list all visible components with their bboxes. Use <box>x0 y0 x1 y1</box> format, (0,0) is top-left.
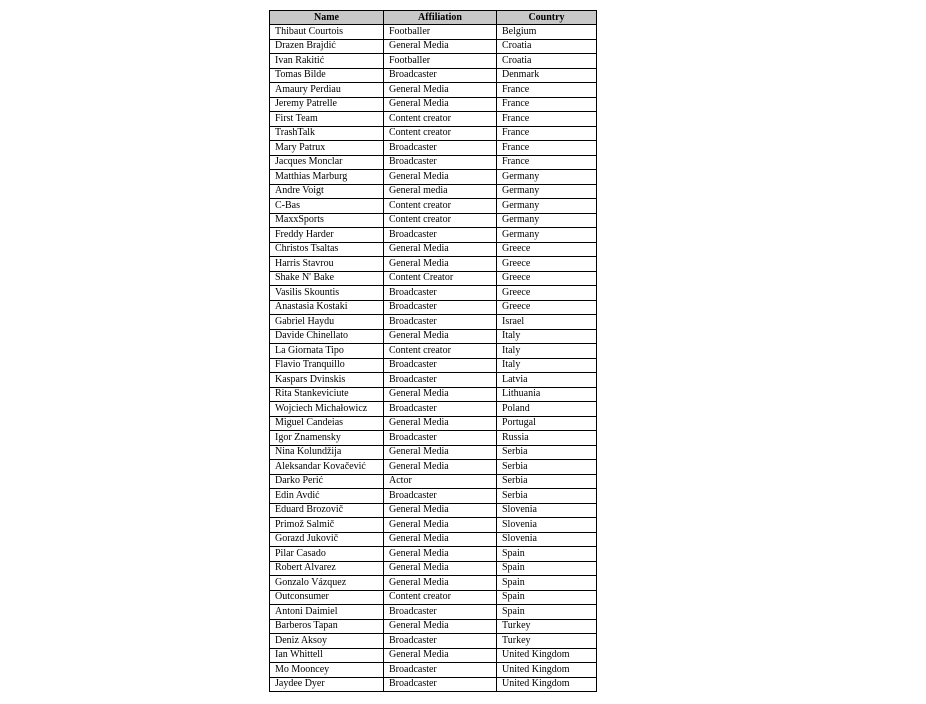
country-cell: Serbia <box>497 489 597 504</box>
country-cell: United Kingdom <box>497 677 597 692</box>
table-row <box>270 677 597 692</box>
name-cell: Gabriel Haydu <box>270 315 384 330</box>
name-cell: Thibaut Courtois <box>270 25 384 40</box>
name-cell: Mo Mooncey <box>270 663 384 678</box>
table-row <box>270 315 597 330</box>
affiliation-cell: Content creator <box>384 126 497 141</box>
name-cell: Gonzalo Vázquez <box>270 576 384 591</box>
country-cell: Belgium <box>497 25 597 40</box>
name-cell: Igor Znamensky <box>270 431 384 446</box>
name-cell: C-Bas <box>270 199 384 214</box>
table-row <box>270 97 597 112</box>
table-row <box>270 112 597 127</box>
name-cell: Flavio Tranquillo <box>270 358 384 373</box>
country-cell: Serbia <box>497 445 597 460</box>
name-cell: Eduard Brozovič <box>270 503 384 518</box>
table-row <box>270 199 597 214</box>
name-cell: Mary Patrux <box>270 141 384 156</box>
table-row <box>270 648 597 663</box>
affiliation-cell: General Media <box>384 547 497 562</box>
table-row <box>270 605 597 620</box>
name-cell: Aleksandar Kovačević <box>270 460 384 475</box>
country-cell: Italy <box>497 344 597 359</box>
name-cell: Outconsumer <box>270 590 384 605</box>
table-row <box>270 387 597 402</box>
country-cell: Turkey <box>497 634 597 649</box>
country-cell: France <box>497 112 597 127</box>
name-cell: Kaspars Dvinskis <box>270 373 384 388</box>
affiliation-cell: General Media <box>384 460 497 475</box>
table-body <box>270 25 597 692</box>
affiliation-cell: General Media <box>384 242 497 257</box>
name-cell: Jeremy Patrelle <box>270 97 384 112</box>
roster-table <box>269 10 597 692</box>
table-row <box>270 402 597 417</box>
affiliation-cell: Broadcaster <box>384 228 497 243</box>
country-cell: Turkey <box>497 619 597 634</box>
affiliation-cell: Footballer <box>384 54 497 69</box>
table-row <box>270 257 597 272</box>
affiliation-cell: Content creator <box>384 344 497 359</box>
affiliation-cell: Broadcaster <box>384 605 497 620</box>
table-row <box>270 474 597 489</box>
name-cell: Nina Kolundžija <box>270 445 384 460</box>
table-row <box>270 532 597 547</box>
name-cell: La Giornata Tipo <box>270 344 384 359</box>
affiliation-cell: Content Creator <box>384 271 497 286</box>
table-row <box>270 228 597 243</box>
country-cell: Germany <box>497 184 597 199</box>
table-row <box>270 242 597 257</box>
name-cell: Pilar Casado <box>270 547 384 562</box>
country-cell: Spain <box>497 547 597 562</box>
name-cell: Freddy Harder <box>270 228 384 243</box>
name-cell: TrashTalk <box>270 126 384 141</box>
affiliation-cell: Broadcaster <box>384 155 497 170</box>
table-row <box>270 344 597 359</box>
affiliation-cell: General Media <box>384 445 497 460</box>
table-row <box>270 445 597 460</box>
affiliation-cell: General Media <box>384 576 497 591</box>
name-cell: Robert Alvarez <box>270 561 384 576</box>
affiliation-cell: General Media <box>384 416 497 431</box>
column-header-country: Country <box>497 11 597 25</box>
country-cell: Germany <box>497 213 597 228</box>
name-cell: Anastasia Kostaki <box>270 300 384 315</box>
table-row <box>270 489 597 504</box>
country-cell: Greece <box>497 242 597 257</box>
affiliation-cell: Broadcaster <box>384 489 497 504</box>
country-cell: Greece <box>497 286 597 301</box>
country-cell: Latvia <box>497 373 597 388</box>
country-cell: Spain <box>497 605 597 620</box>
affiliation-cell: General Media <box>384 518 497 533</box>
name-cell: Ivan Rakitić <box>270 54 384 69</box>
table-row <box>270 68 597 83</box>
country-cell: Spain <box>497 590 597 605</box>
affiliation-cell: Footballer <box>384 25 497 40</box>
affiliation-cell: Content creator <box>384 590 497 605</box>
name-cell: MaxxSports <box>270 213 384 228</box>
country-cell: Lithuania <box>497 387 597 402</box>
table-row <box>270 503 597 518</box>
table-row <box>270 213 597 228</box>
affiliation-cell: General Media <box>384 532 497 547</box>
table-row <box>270 25 597 40</box>
name-cell: Rita Stankeviciute <box>270 387 384 402</box>
affiliation-cell: Content creator <box>384 112 497 127</box>
country-cell: Slovenia <box>497 503 597 518</box>
name-cell: Miguel Candeias <box>270 416 384 431</box>
table-row <box>270 83 597 98</box>
name-cell: Primož Salmič <box>270 518 384 533</box>
country-cell: Croatia <box>497 39 597 54</box>
country-cell: Slovenia <box>497 532 597 547</box>
column-header-affiliation: Affiliation <box>384 11 497 25</box>
table-row <box>270 634 597 649</box>
affiliation-cell: Broadcaster <box>384 141 497 156</box>
affiliation-cell: Broadcaster <box>384 373 497 388</box>
table-row <box>270 141 597 156</box>
name-cell: Matthias Marburg <box>270 170 384 185</box>
country-cell: Denmark <box>497 68 597 83</box>
name-cell: Deniz Aksoy <box>270 634 384 649</box>
name-cell: First Team <box>270 112 384 127</box>
affiliation-cell: General Media <box>384 387 497 402</box>
table-row <box>270 431 597 446</box>
affiliation-cell: General Media <box>384 503 497 518</box>
affiliation-cell: General Media <box>384 257 497 272</box>
affiliation-cell: Broadcaster <box>384 286 497 301</box>
table-row <box>270 619 597 634</box>
country-cell: Italy <box>497 329 597 344</box>
country-cell: Spain <box>497 561 597 576</box>
affiliation-cell: Broadcaster <box>384 358 497 373</box>
table-row <box>270 547 597 562</box>
affiliation-cell: General Media <box>384 329 497 344</box>
country-cell: France <box>497 97 597 112</box>
table-row <box>270 329 597 344</box>
country-cell: France <box>497 141 597 156</box>
name-cell: Tomas Bilde <box>270 68 384 83</box>
affiliation-cell: General Media <box>384 97 497 112</box>
table-row <box>270 576 597 591</box>
name-cell: Shake N' Bake <box>270 271 384 286</box>
affiliation-cell: Broadcaster <box>384 677 497 692</box>
table-row <box>270 184 597 199</box>
country-cell: Germany <box>497 199 597 214</box>
table-row <box>270 286 597 301</box>
affiliation-cell: Content creator <box>384 213 497 228</box>
name-cell: Wojciech Michałowicz <box>270 402 384 417</box>
table-row <box>270 300 597 315</box>
affiliation-cell: General Media <box>384 648 497 663</box>
affiliation-cell: General Media <box>384 561 497 576</box>
table-row <box>270 170 597 185</box>
name-cell: Harris Stavrou <box>270 257 384 272</box>
affiliation-cell: General Media <box>384 170 497 185</box>
country-cell: Russia <box>497 431 597 446</box>
table-row <box>270 561 597 576</box>
country-cell: Poland <box>497 402 597 417</box>
affiliation-cell: Broadcaster <box>384 663 497 678</box>
country-cell: United Kingdom <box>497 663 597 678</box>
table-row <box>270 518 597 533</box>
country-cell: France <box>497 126 597 141</box>
country-cell: United Kingdom <box>497 648 597 663</box>
name-cell: Andre Voigt <box>270 184 384 199</box>
country-cell: Serbia <box>497 460 597 475</box>
affiliation-cell: Content creator <box>384 199 497 214</box>
table-row <box>270 373 597 388</box>
table-header <box>270 11 597 25</box>
country-cell: Portugal <box>497 416 597 431</box>
country-cell: Greece <box>497 300 597 315</box>
country-cell: Germany <box>497 228 597 243</box>
affiliation-cell: General Media <box>384 83 497 98</box>
country-cell: Italy <box>497 358 597 373</box>
country-cell: Slovenia <box>497 518 597 533</box>
name-cell: Amaury Perdiau <box>270 83 384 98</box>
table-row <box>270 39 597 54</box>
affiliation-cell: Broadcaster <box>384 431 497 446</box>
name-cell: Edin Avdić <box>270 489 384 504</box>
affiliation-cell: Broadcaster <box>384 315 497 330</box>
affiliation-cell: Broadcaster <box>384 402 497 417</box>
table-row <box>270 663 597 678</box>
affiliation-cell: General media <box>384 184 497 199</box>
name-cell: Christos Tsaltas <box>270 242 384 257</box>
column-header-name: Name <box>270 11 384 25</box>
country-cell: Serbia <box>497 474 597 489</box>
name-cell: Ian Whittell <box>270 648 384 663</box>
affiliation-cell: General Media <box>384 39 497 54</box>
country-cell: France <box>497 83 597 98</box>
affiliation-cell: General Media <box>384 619 497 634</box>
country-cell: Greece <box>497 257 597 272</box>
table-row <box>270 126 597 141</box>
name-cell: Vasilis Skountis <box>270 286 384 301</box>
country-cell: France <box>497 155 597 170</box>
table-row <box>270 54 597 69</box>
table-row <box>270 358 597 373</box>
name-cell: Drazen Brajdić <box>270 39 384 54</box>
country-cell: Israel <box>497 315 597 330</box>
table-row <box>270 590 597 605</box>
table-row <box>270 155 597 170</box>
name-cell: Jaydee Dyer <box>270 677 384 692</box>
affiliation-cell: Actor <box>384 474 497 489</box>
table-row <box>270 460 597 475</box>
country-cell: Germany <box>497 170 597 185</box>
table-row <box>270 271 597 286</box>
table-row <box>270 416 597 431</box>
name-cell: Barberos Tapan <box>270 619 384 634</box>
affiliation-cell: Broadcaster <box>384 300 497 315</box>
country-cell: Greece <box>497 271 597 286</box>
affiliation-cell: Broadcaster <box>384 634 497 649</box>
country-cell: Croatia <box>497 54 597 69</box>
name-cell: Jacques Monclar <box>270 155 384 170</box>
name-cell: Davide Chinellato <box>270 329 384 344</box>
affiliation-cell: Broadcaster <box>384 68 497 83</box>
header-row <box>270 11 597 25</box>
name-cell: Darko Perić <box>270 474 384 489</box>
name-cell: Gorazd Jukovič <box>270 532 384 547</box>
country-cell: Spain <box>497 576 597 591</box>
name-cell: Antoni Daimiel <box>270 605 384 620</box>
